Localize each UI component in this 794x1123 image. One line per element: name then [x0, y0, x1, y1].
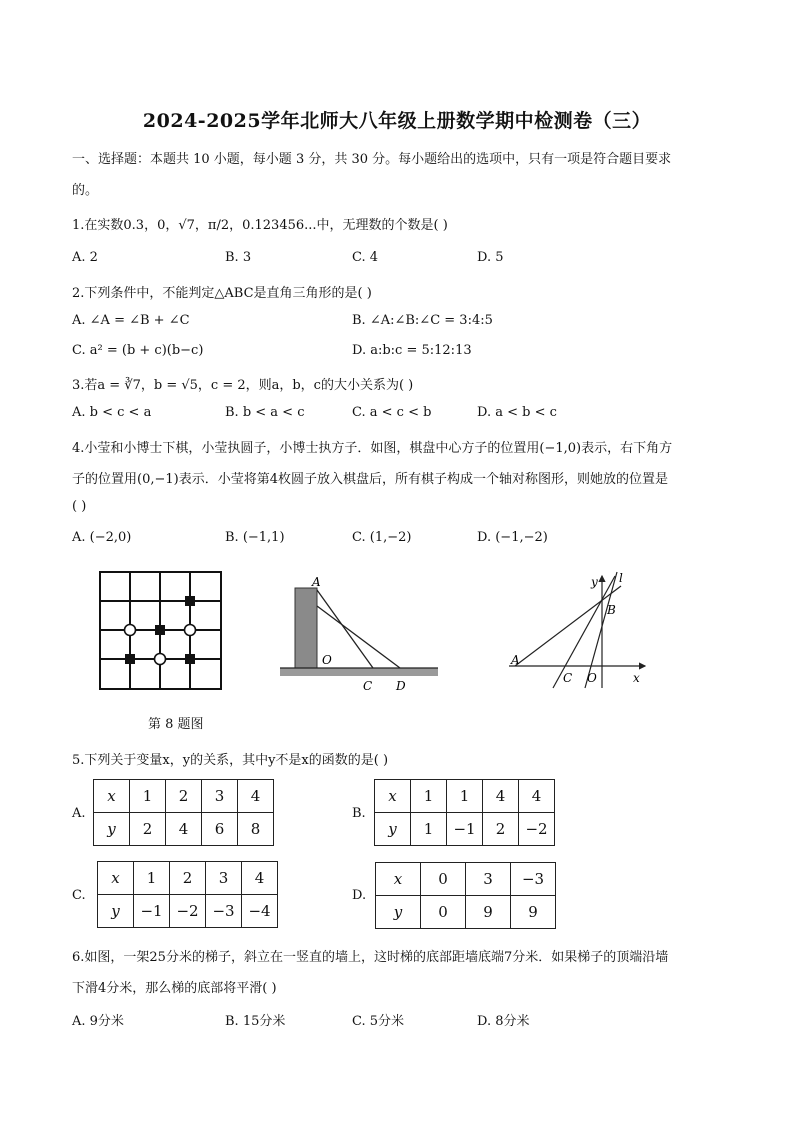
figure-caption: 第 8 题图 [148, 717, 204, 732]
q6-line2: 下滑4分米，那么梯的底部将平滑( ) [72, 981, 277, 996]
table-cell: 1 [130, 780, 166, 813]
q2-stem: 2.下列条件中，不能判定△ABC是直角三角形的是( ) [72, 286, 372, 301]
axes-figure [505, 568, 655, 692]
table-cell: 0 [421, 863, 466, 896]
table-cell: −1 [447, 813, 483, 846]
q2-option-d: D. a:b:c = 5:12:13 [352, 343, 472, 358]
label-b: B [607, 603, 616, 617]
table-cell: −3 [511, 863, 556, 896]
table-cell: −1 [134, 895, 170, 928]
q2-option-b: B. ∠A:∠B:∠C = 3:4:5 [352, 313, 493, 328]
table-cell: 2 [483, 813, 519, 846]
q5-table-d [375, 862, 556, 929]
label-a: A [511, 653, 520, 667]
chessboard-figure [98, 570, 224, 692]
table-cell: 6 [202, 813, 238, 846]
round-piece [185, 625, 196, 636]
q6-option-c: C. 5分米 [352, 1014, 405, 1029]
square-piece [155, 625, 165, 635]
table-row [376, 863, 556, 896]
q2-option-a: A. ∠A = ∠B + ∠C [72, 313, 190, 328]
table-cell: 9 [511, 896, 556, 929]
q4-option-c: C. (1,−2) [352, 530, 412, 545]
table-cell: y [94, 813, 130, 846]
table-cell: 4 [519, 780, 555, 813]
label-a: A [312, 575, 321, 589]
q3-stem: 3.若a = ∛7，b = √5，c = 2，则a，b，c的大小关系为( ) [72, 378, 414, 393]
q4-line1: 4.小莹和小博士下棋，小莹执圆子，小博士执方子．如图，棋盘中心方子的位置用(−1,0)表示，右下角方 [72, 441, 673, 456]
q5-label-c: C. [72, 888, 86, 903]
q4-option-b: B. (−1,1) [225, 530, 285, 545]
table-cell: x [94, 780, 130, 813]
table-cell: −3 [206, 895, 242, 928]
table-cell: −4 [242, 895, 278, 928]
q2-option-c: C. a² = (b + c)(b−c) [72, 343, 204, 358]
q1-option-d: D. 5 [477, 250, 504, 265]
table-row [94, 813, 274, 846]
label-c: C [563, 671, 573, 685]
q5-stem: 5.下列关于变量x，y的关系，其中y不是x的函数的是( ) [72, 753, 389, 768]
table-cell: 8 [238, 813, 274, 846]
q1-stem: 1.在实数0.3，0，√7，π/2，0.123456...中，无理数的个数是( ) [72, 218, 448, 233]
q6-option-b: B. 15分米 [225, 1014, 286, 1029]
label-d: D [396, 679, 406, 693]
q6-option-a: A. 9分米 [72, 1014, 124, 1029]
label-l: l [619, 571, 623, 585]
q3-option-b: B. b < a < c [225, 405, 305, 420]
section-instruction-line2: 的。 [72, 183, 99, 198]
square-piece [185, 654, 195, 664]
q5-label-b: B. [352, 806, 366, 821]
table-cell: y [375, 813, 411, 846]
label-y: y [591, 575, 598, 589]
q1-option-a: A. 2 [72, 250, 98, 265]
page-title: 2024-2025学年北师大八年级上册数学期中检测卷（三） [142, 110, 652, 132]
table-cell: 4 [242, 862, 278, 895]
table-row [376, 896, 556, 929]
table-cell: 4 [483, 780, 519, 813]
line-ab [515, 586, 621, 666]
table-cell: y [98, 895, 134, 928]
table-cell: 2 [130, 813, 166, 846]
q4-option-d: D. (−1,−2) [477, 530, 548, 545]
q3-option-d: D. a < b < c [477, 405, 557, 420]
q6-option-d: D. 8分米 [477, 1014, 530, 1029]
table-cell: 1 [447, 780, 483, 813]
square-piece [185, 596, 195, 606]
square-piece [125, 654, 135, 664]
table-cell: 3 [466, 863, 511, 896]
table-row [375, 780, 555, 813]
table-cell: −2 [519, 813, 555, 846]
q4-line2: 子的位置用(0,−1)表示．小莹将第4枚圆子放入棋盘后，所有棋子构成一个轴对称图形，则她放的位置是 [72, 472, 668, 487]
ground [280, 668, 438, 676]
table-row [98, 895, 278, 928]
table-cell: 2 [166, 780, 202, 813]
q5-table-c [97, 861, 278, 928]
table-cell: x [375, 780, 411, 813]
round-piece [125, 625, 136, 636]
table-cell: 1 [411, 780, 447, 813]
table-cell: 1 [411, 813, 447, 846]
label-x: x [633, 671, 640, 685]
ladder-figure [278, 574, 442, 694]
q3-option-c: C. a < c < b [352, 405, 432, 420]
table-cell: 3 [202, 780, 238, 813]
label-c: C [363, 679, 373, 693]
table-cell: −2 [170, 895, 206, 928]
q5-label-a: A. [72, 806, 86, 821]
table-cell: 1 [134, 862, 170, 895]
table-cell: 9 [466, 896, 511, 929]
table-cell: 4 [238, 780, 274, 813]
round-piece [155, 654, 166, 665]
q6-line1: 6.如图，一架25分米的梯子，斜立在一竖直的墙上，这时梯的底部距墙底端7分米．如果梯子的顶端沿墙 [72, 950, 669, 965]
table-cell: x [376, 863, 421, 896]
q4-option-a: A. (−2,0) [72, 530, 132, 545]
q1-option-b: B. 3 [225, 250, 252, 265]
wall [295, 588, 317, 668]
table-cell: 2 [170, 862, 206, 895]
table-cell: y [376, 896, 421, 929]
label-o: O [322, 653, 332, 667]
q4-line3: ( ) [72, 499, 87, 514]
table-row [375, 813, 555, 846]
q1-option-c: C. 4 [352, 250, 379, 265]
q5-table-b [374, 779, 555, 846]
q5-label-d: D. [352, 888, 367, 903]
table-row [98, 862, 278, 895]
table-cell: 0 [421, 896, 466, 929]
table-cell: 4 [166, 813, 202, 846]
table-cell: 3 [206, 862, 242, 895]
section-instruction-line1: 一、选择题：本题共 10 小题，每小题 3 分，共 30 分。每小题给出的选项中，只有一项是符合题目要求 [72, 152, 672, 167]
table-cell: x [98, 862, 134, 895]
table-row [94, 780, 274, 813]
q3-option-a: A. b < c < a [72, 405, 152, 420]
q5-table-a [93, 779, 274, 846]
label-o: O [587, 671, 597, 685]
